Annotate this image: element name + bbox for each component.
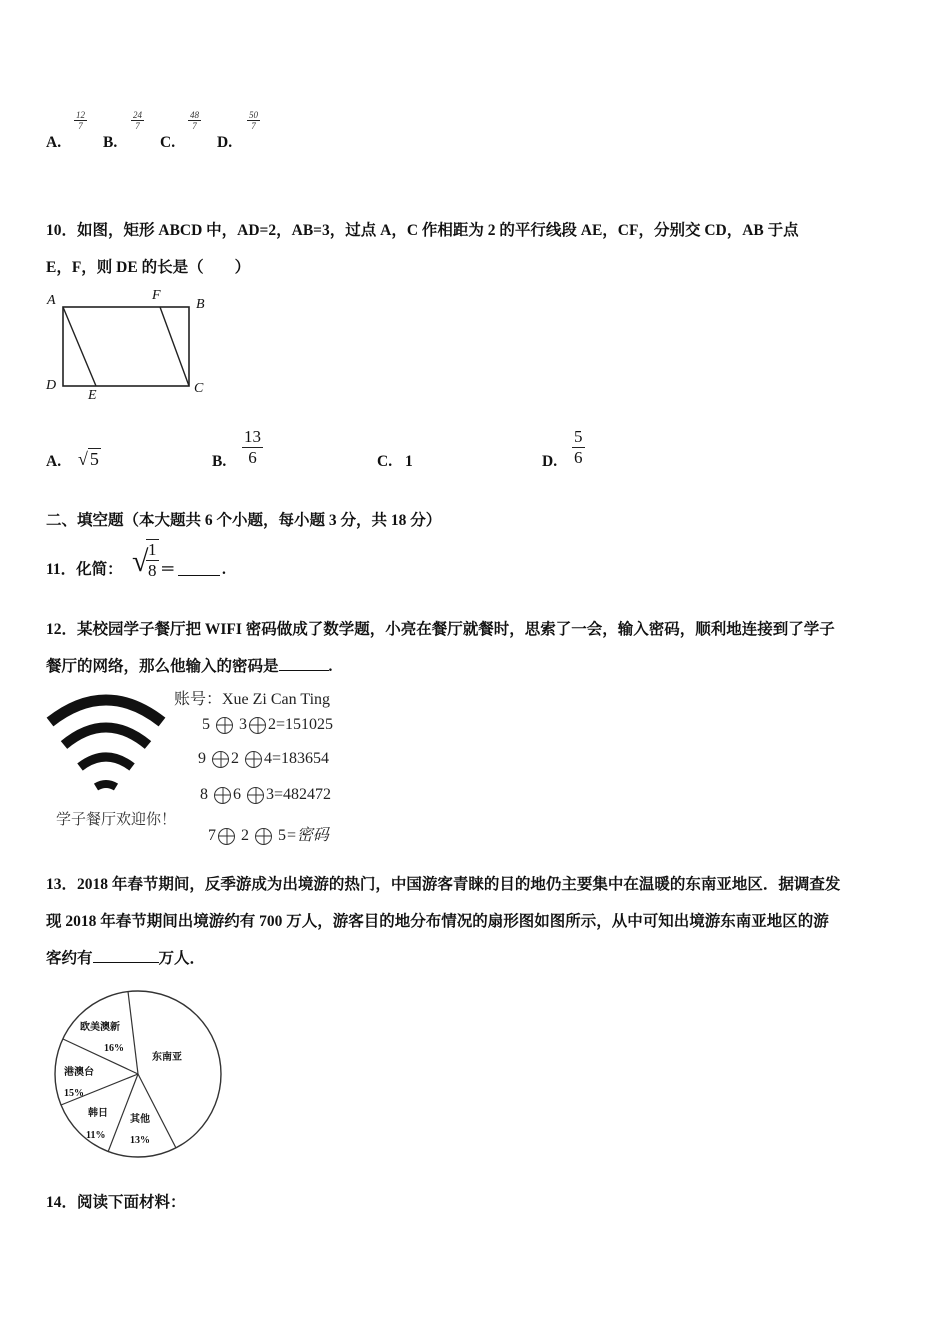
label-e: E — [88, 388, 97, 403]
option-letter: B. — [103, 134, 118, 151]
q10-rectangle-figure — [44, 288, 214, 408]
fraction: $\frac{24}{7}$ — [133, 110, 142, 131]
q14: 14．阅读下面材料： — [46, 1194, 186, 1211]
option-letter: D. — [542, 453, 558, 470]
circle-plus-icon — [247, 787, 264, 804]
q13-line3: 客约有 万人． — [46, 950, 206, 967]
circle-plus-icon — [212, 751, 229, 768]
slice-pct-hk-macao-tw: 15% — [64, 1088, 84, 1099]
q11 — [46, 537, 346, 587]
option-letter: C. — [377, 453, 393, 470]
slice-pct-other: 13% — [130, 1135, 150, 1146]
q10-options — [46, 425, 606, 480]
fraction: $\frac{12}{7}$ — [76, 110, 85, 131]
option-letter: D. — [217, 134, 233, 151]
equation-4: 7 2 5=密码 — [208, 827, 329, 844]
option-letter: B. — [212, 453, 227, 470]
circle-plus-icon — [249, 717, 266, 734]
slice-label-hk-macao-tw: 港澳台 — [64, 1067, 94, 1078]
slice-pct-europe: 16% — [104, 1043, 124, 1054]
q12-line1: 12．某校园学子餐厅把 WIFI 密码做成了数学题，小亮在餐厅就餐时，思索了一会，输入密码，顺利地连接到了学子 — [46, 621, 835, 638]
sqrt-expression: √ 5 — [78, 449, 99, 469]
fraction: $\frac{1}{8}$ — [148, 540, 157, 580]
section-heading: 二、填空题（本大题共 6 个小题，每小题 3 分，共 18 分） — [46, 512, 442, 529]
circle-plus-icon — [214, 787, 231, 804]
welcome-text: 学子餐厅欢迎你！ — [56, 810, 177, 828]
fraction: $\frac{50}{7}$ — [249, 110, 258, 131]
label-d: D — [46, 378, 57, 393]
q9-options — [46, 108, 306, 158]
q11-prefix: 11．化简： — [46, 561, 123, 578]
label-f: F — [152, 288, 161, 303]
answer-blank[interactable] — [93, 962, 159, 963]
slice-label-europe: 欧美澳新 — [80, 1022, 120, 1033]
equation-2: 9 2 4=183654 — [198, 750, 330, 767]
q13-line2: 现 2018 年春节期间出境游约有 700 万人，游客目的地分布情况的扇形图如图所示，从中可知出境游东南亚地区的游 — [46, 913, 829, 930]
q13-line1: 13．2018 年春节期间，反季游成为出境游的热门，中国游客青睐的目的地仍主要集中在温暖的东南亚地区．据调查发 — [46, 876, 841, 893]
fraction: $\frac{5}{6}$ — [574, 427, 583, 467]
slice-pct-korea-japan: 11% — [86, 1130, 106, 1141]
circle-plus-icon — [218, 828, 235, 845]
label-a: A — [47, 293, 56, 308]
account-line: 账号：Xue Zi Can Ting — [174, 691, 331, 708]
slice-label-korea-japan: 韩日 — [88, 1108, 108, 1119]
q11-suffix: . — [222, 561, 226, 578]
q10-line1: 10．如图，矩形 ABCD 中，AD=2，AB=3，过点 A，C 作相距为 2 的平行线段 AE，CF，分别交 CD，AB 于点 — [46, 222, 799, 239]
fraction: $\frac{13}{6}$ — [244, 427, 261, 467]
slice-label-other: 其他 — [130, 1114, 150, 1125]
option-letter: A. — [46, 453, 62, 470]
option-value: 1 — [405, 453, 413, 470]
circle-plus-icon — [245, 751, 262, 768]
answer-blank[interactable] — [178, 575, 220, 576]
wifi-figure — [40, 682, 360, 852]
equation-1: 5 3 2=151025 — [202, 716, 334, 733]
equation-3: 8 6 3=482472 — [200, 786, 332, 803]
circle-plus-icon — [255, 828, 272, 845]
equals: ＝ — [160, 561, 176, 578]
wifi-icon — [44, 690, 169, 800]
slice-label-southeast-asia: 东南亚 — [152, 1052, 182, 1063]
q10-line2: E，F，则 DE 的长是（ ） — [46, 259, 251, 276]
answer-blank[interactable] — [279, 670, 329, 671]
option-letter: C. — [160, 134, 176, 151]
label-b: B — [196, 297, 205, 312]
pie-chart — [52, 988, 227, 1160]
circle-plus-icon — [216, 717, 233, 734]
sqrt-symbol-icon: √ — [132, 545, 149, 578]
option-letter: A. — [46, 134, 62, 151]
fraction: $\frac{48}{7}$ — [190, 110, 199, 131]
label-c: C — [194, 381, 204, 396]
q12-line2: 餐厅的网络，那么他输入的密码是 . — [46, 658, 333, 675]
